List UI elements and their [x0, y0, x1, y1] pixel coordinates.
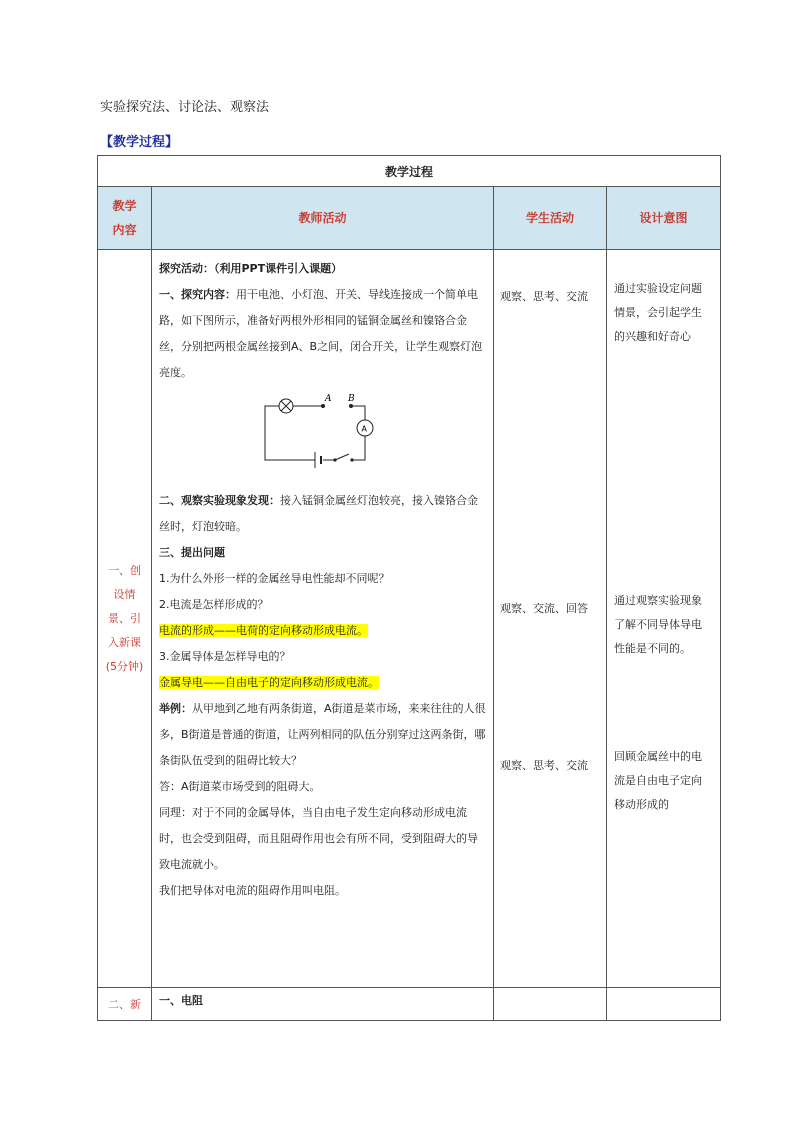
row1-content-text: 一、创设情景、引入新课(5分钟) [105, 563, 144, 673]
answer-3-text: 金属导电——自由电子的定向移动形成电流。 [159, 676, 379, 689]
circuit-diagram [159, 392, 486, 484]
switch-contact [350, 458, 353, 461]
intent-1: 通过实验设定问题情景，会引起学生的兴趣和好奇心 [614, 282, 702, 343]
row2-teacher: 一、电阻 [152, 988, 494, 1021]
row2-student [494, 988, 607, 1021]
inquiry-paragraph [159, 282, 486, 386]
example-text: 从甲地到乙地有两条街道，A街道是菜市场，来来往往的人很多，B街道是普通的街道，让两列相同的队伍分别穿过这两条街，哪条街队伍受到的阻碍比较大？ [159, 702, 486, 767]
conclusion-paragraph: 我们把导体对电流的阻碍作用叫电阻。 [159, 884, 346, 897]
wire-b-to-meter [351, 406, 365, 420]
label-b: B [348, 394, 355, 404]
answer-label: 答： [159, 780, 181, 793]
student-activity-1: 观察、思考、交流 [500, 290, 588, 303]
observe-text: 接入锰铜金属丝灯泡较亮，接入镍铬合金丝时，灯泡较暗。 [159, 494, 478, 533]
intent-2: 通过观察实验现象了解不同导体导电性能是不同的。 [614, 594, 702, 655]
analogy-paragraph: 同理：对于不同的金属导体，当自由电子发生定向移动形成电流时，也会受到阻碍，而且阻碍作用也会有所不同，受到阻碍大的导致电流就小。 [159, 806, 478, 871]
answer-paragraph [159, 774, 486, 800]
student-activity-3: 观察、思考、交流 [500, 759, 588, 772]
student-activity-2: 观察、交流、回答 [500, 602, 588, 615]
question-heading: 三、提出问题 [159, 546, 225, 559]
question-2: 2.电流是怎样形成的？ [159, 598, 269, 611]
activity-title: 探究活动：（利用PPT课件引入课题） [159, 262, 343, 275]
terminal-a [321, 404, 325, 408]
switch-pivot [333, 458, 336, 461]
row2-intent [607, 988, 721, 1021]
teaching-methods: 实验探究法、讨论法、观察法 [100, 100, 270, 115]
circuit-svg [255, 392, 405, 480]
question-3: 3.金属导体是怎样导电的？ [159, 650, 291, 663]
header-content-line2: 内容 [112, 223, 137, 237]
wire-meter-down [353, 436, 365, 460]
label-a: A [325, 394, 332, 404]
row1-teacher [152, 250, 494, 988]
row1-content [98, 250, 152, 988]
observe-paragraph [159, 488, 486, 540]
answer-3 [159, 670, 486, 696]
inquiry-text: 用干电池、小灯泡、开关、导线连接成一个简单电路，如下图所示，准备好两根外形相同的锰铜金属丝和镍铬合金丝，分别把两根金属丝接到A、B之间，闭合开关，让学生观察灯泡亮度。 [159, 288, 483, 379]
example-label: 举例： [159, 702, 192, 715]
terminal-b [349, 404, 353, 408]
bulb-cross [281, 401, 291, 411]
answer-2 [159, 618, 486, 644]
header-intent: 设计意图 [607, 187, 721, 250]
inquiry-label: 一、探究内容： [159, 288, 236, 301]
header-content [98, 187, 152, 250]
table-title: 教学过程 [98, 156, 721, 187]
intent-3: 回顾金属丝中的电流是自由电子定向移动形成的 [614, 750, 702, 811]
header-content-line1: 教学 [112, 199, 137, 213]
example-paragraph [159, 696, 486, 774]
wire-left [265, 406, 315, 460]
header-teacher: 教师活动 [152, 187, 494, 250]
label-ammeter: A [361, 424, 367, 434]
teaching-process-table [97, 155, 721, 1021]
answer-2-text: 电流的形成——电荷的定向移动形成电流。 [159, 624, 368, 637]
observe-label: 二、观察实验现象发现： [159, 494, 280, 507]
answer-text: A街道菜市场受到的阻碍大。 [181, 780, 321, 793]
question-1: 1.为什么外形一样的金属丝导电性能却不同呢？ [159, 572, 390, 585]
row1-student [494, 250, 607, 988]
switch-icon [335, 454, 349, 460]
header-student: 学生活动 [494, 187, 607, 250]
section-heading: 【教学过程】 [100, 135, 179, 150]
row2-content: 二、新 [98, 988, 152, 1021]
row1-intent [607, 250, 721, 988]
